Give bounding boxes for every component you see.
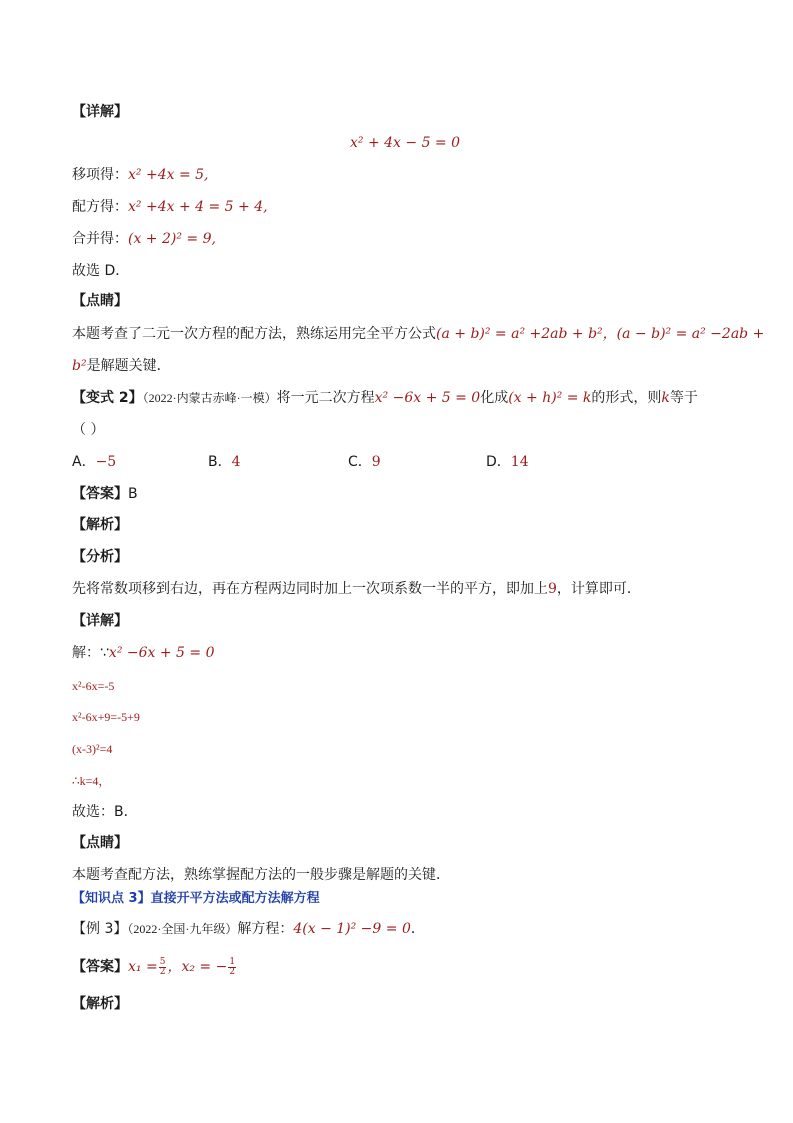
fenxi-sentence: ，计算即可． (556, 581, 641, 597)
knowledge-title: 直接开平方法或配方法解方程 (150, 891, 320, 906)
option-d[interactable] (486, 453, 529, 471)
solve-line (72, 644, 215, 662)
root-lhs: x₁ = (128, 959, 158, 975)
fraction-numerator: 5 (159, 956, 166, 967)
question-text: ． (410, 921, 425, 937)
fraction-numerator: 1 (229, 956, 236, 967)
comment-text: 是解题关键． (86, 358, 171, 374)
example3-question (72, 920, 425, 938)
comment-tag: 【点睛】 (72, 835, 128, 851)
example-tag: 【例 3】 (72, 921, 128, 937)
question-equation: x² −6x + 5 = 0 (374, 390, 481, 406)
step-equation: (x + 2)² = 9, (128, 231, 216, 247)
detail-label-2 (72, 612, 128, 630)
answer-bracket: （ ） (72, 422, 105, 438)
choice-text: 故选 D． (72, 263, 130, 279)
question-text: 将一元二次方程 (276, 390, 375, 406)
comment-text-2: 本题考查配方法，熟练掌握配方法的一般步骤是解题的关键． (72, 867, 450, 883)
question-source: （2022·内蒙古赤峰·一模） (142, 391, 277, 405)
fraction-denominator: 2 (159, 966, 166, 977)
detail-tag: 【详解】 (72, 104, 128, 120)
step-complete-square (72, 198, 268, 216)
analysis-tag: 【解析】 (72, 996, 128, 1012)
option-value: 14 (510, 454, 529, 470)
fenxi-text (72, 580, 641, 598)
main-equation: x² + 4x − 5 = 0 (350, 135, 461, 151)
comment-text: 本题考查了二元一次方程的配方法，熟练运用完全平方公式 (72, 326, 436, 342)
root-lhs: x₂ = − (181, 959, 228, 975)
fraction-denominator: 2 (229, 966, 236, 977)
question-equation: 4(x − 1)² −9 = 0 (293, 921, 411, 937)
comment-label-2 (72, 834, 128, 852)
comment-label (72, 292, 128, 310)
choice-text-2: 故选：B． (72, 804, 138, 820)
step-label: 配方得： (72, 199, 128, 215)
step-move (72, 166, 208, 184)
option-value: 4 (231, 454, 241, 470)
step-combine (72, 230, 216, 248)
question-text: 的形式，则 (591, 390, 662, 406)
question-variable: k (661, 390, 670, 406)
question-equation: (x + h)² = k (508, 390, 592, 406)
detail-tag: 【详解】 (72, 613, 128, 629)
comment-formula: b² (72, 358, 87, 374)
option-value: −5 (95, 454, 117, 470)
question-text: 化成 (480, 390, 509, 406)
analysis-tag: 【解析】 (72, 517, 128, 533)
solve-prefix: 解：∵ (72, 645, 109, 661)
option-letter: C． (348, 454, 372, 470)
separator: ， (167, 959, 182, 975)
variant2-question (72, 389, 698, 407)
step-equation: x² +4x = 5, (128, 167, 209, 183)
comment-formula: (a + b)² = a² +2ab + b²，(a − b)² = a² −2ab + (436, 326, 765, 342)
comment-tag: 【点睛】 (72, 293, 128, 309)
comment-line-2 (72, 357, 171, 375)
work-step-3: (x-3)²=4 (72, 742, 113, 756)
option-letter: A． (72, 454, 96, 470)
work-step-4: ∴k=4， (72, 774, 111, 788)
answer-tag: 【答案】 (72, 959, 128, 975)
work-step-2: x²-6x+9=-5+9 (72, 710, 140, 724)
option-value: 9 (371, 454, 381, 470)
analysis-label (72, 516, 128, 534)
fraction-x1 (159, 958, 167, 977)
question-source: （2022·全国·九年级） (127, 922, 238, 936)
fenxi-sentence: 先将常数项移到右边，再在方程两边同时加上一次项系数一半的平方，即加上 (72, 581, 548, 597)
option-a[interactable] (72, 453, 116, 471)
example3-answer (72, 955, 237, 979)
fenxi-number: 9 (548, 581, 557, 597)
option-letter: B． (208, 454, 232, 470)
fenxi-tag: 【分析】 (72, 549, 128, 565)
analysis-label-3 (72, 995, 128, 1013)
equation-centered (350, 134, 460, 152)
knowledge-tag: 【知识点 3】 (72, 891, 151, 906)
option-c[interactable] (348, 453, 381, 471)
step-equation: x² +4x + 4 = 5 + 4, (128, 199, 268, 215)
fraction-x2 (228, 958, 236, 977)
question-text: 等于 (669, 390, 698, 406)
comment-line-1 (72, 325, 764, 343)
detail-label (72, 103, 128, 121)
option-b[interactable] (208, 453, 241, 471)
variant-tag: 【变式 2】 (72, 390, 143, 406)
fenxi-label (72, 548, 128, 566)
knowledge-point-heading (72, 890, 320, 908)
step-label: 合并得： (72, 231, 128, 247)
answer-line (72, 485, 138, 503)
solve-equation: x² −6x + 5 = 0 (108, 645, 215, 661)
answer-tag: 【答案】 (72, 486, 128, 502)
options-row (72, 453, 672, 471)
answer-value: B (128, 486, 138, 502)
step-label: 移项得： (72, 167, 128, 183)
question-text: 解方程： (237, 921, 294, 937)
work-step-1: x²-6x=-5 (72, 679, 115, 693)
option-letter: D． (486, 454, 511, 470)
